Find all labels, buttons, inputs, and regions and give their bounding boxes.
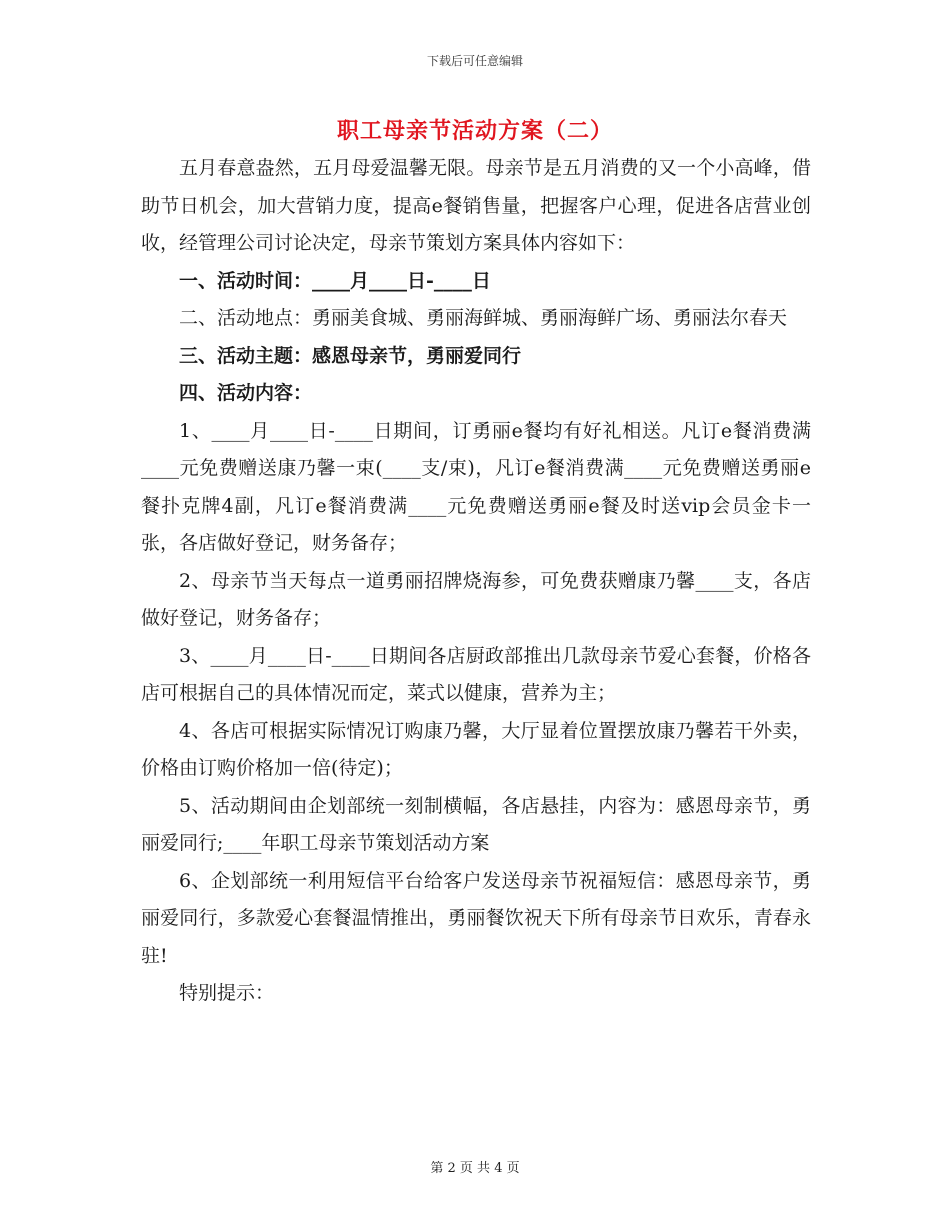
content-item-4: 4、各店可根据实际情况订购康乃馨，大厅显着位置摆放康乃馨若干外卖，价格由订购价格加一倍(待定)； xyxy=(141,719,811,779)
section-activity-time: 一、活动时间：____月____日-____日 xyxy=(179,269,491,292)
content-item-5: 5、活动期间由企划部统一刻制横幅，各店悬挂，内容为：感恩母亲节，勇丽爱同行;____年职工母亲节策划活动方案 xyxy=(141,794,811,854)
content-item-1: 1、____月____日-____日期间，订勇丽e餐均有好礼相送。凡订e餐消费满____元免费赠送康乃馨一束(____支/束)，凡订e餐消费满____元免费赠送勇丽e餐扑克牌4副，凡订e餐消费满____元免费赠送勇丽e餐及时送vip会员金卡一张，各店做好登记，财务备存； xyxy=(141,419,811,554)
special-note-heading: 特别提示： xyxy=(179,982,275,1004)
content-item-2: 2、母亲节当天每点一道勇丽招牌烧海参，可免费获赠康乃馨____支，各店做好登记，财务备存； xyxy=(141,569,811,629)
content-item-3: 3、____月____日-____日期间各店厨政部推出几款母亲节爱心套餐，价格各店可根据自己的具体情况而定，菜式以健康，营养为主； xyxy=(141,644,811,704)
section-activity-location: 二、活动地点：勇丽美食城、勇丽海鲜城、勇丽海鲜广场、勇丽法尔春天 xyxy=(179,307,788,329)
section-activity-content: 四、活动内容： xyxy=(179,382,313,404)
document-title: 职工母亲节活动方案（二） xyxy=(336,118,613,144)
document-body xyxy=(141,150,811,1013)
page-number: 第 2 页 共 4 页 xyxy=(430,1161,520,1176)
intro-paragraph: 五月春意盎然，五月母爱温馨无限。母亲节是五月消费的又一个小高峰，借助节日机会，加大营销力度，提高e餐销售量，把握客户心理，促进各店营业创收，经管理公司讨论决定，母亲节策划方案具体内容如下： xyxy=(141,157,811,254)
page-header-note: 下载后可任意编辑 xyxy=(426,54,523,68)
section-activity-theme: 三、活动主题：感恩母亲节，勇丽爱同行 xyxy=(179,344,522,367)
content-item-6: 6、企划部统一利用短信平台给客户发送母亲节祝福短信：感恩母亲节，勇丽爱同行，多款爱心套餐温情推出，勇丽餐饮祝天下所有母亲节日欢乐，青春永驻! xyxy=(141,869,811,967)
